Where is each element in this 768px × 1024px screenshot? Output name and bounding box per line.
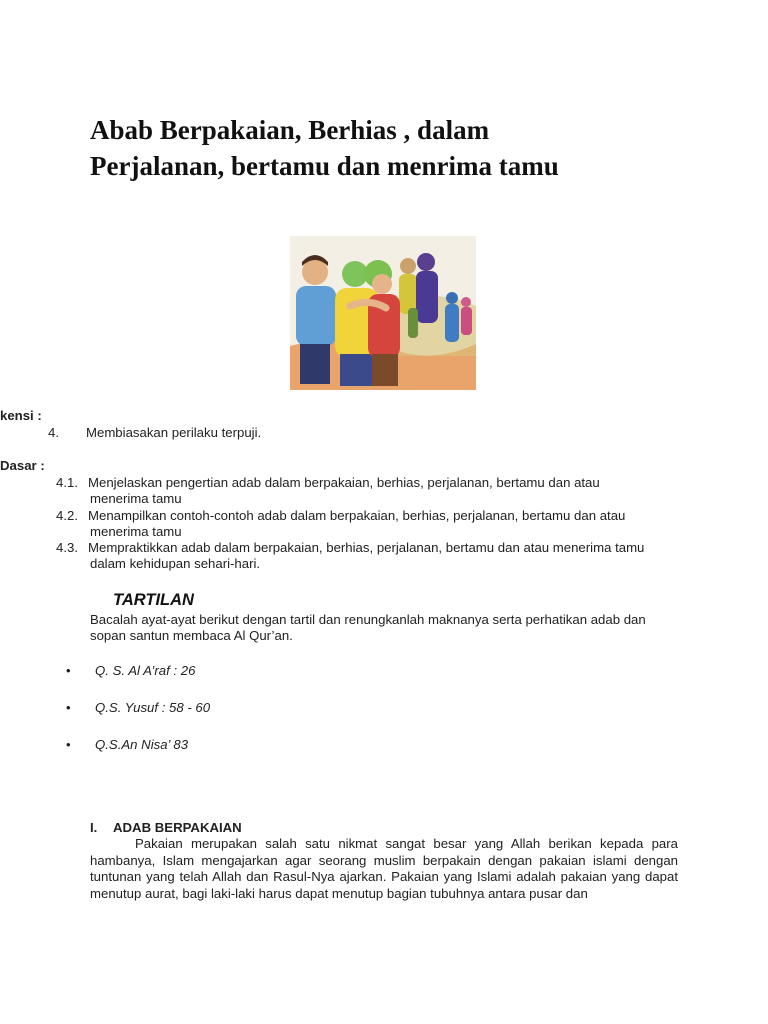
kd-text-3: Mempraktikkan adab dalam berpakaian, berhias, perjalanan, bertamu dan atau menerima tamu — [88, 540, 645, 555]
bullet-icon: • — [66, 700, 71, 715]
illustration-graphic — [290, 236, 476, 390]
section-heading: ADAB BERPAKAIAN — [113, 820, 242, 835]
kd-number-3: 4.3. — [56, 540, 78, 555]
page-title — [90, 112, 730, 184]
kd-text-2-cont: menerima tamu — [90, 524, 182, 539]
quran-ref-2: Q.S. Yusuf : 58 - 60 — [95, 700, 211, 715]
title-line-1: Abab Berpakaian, Berhias , dalam — [90, 115, 490, 145]
section-paragraph-text: Pakaian merupakan salah satu nikmat sangat besar yang Allah berikan kepada para hambanya, Islam mengajarkan agar seorang muslim berpakain dengan pakaian islami dengan tuntunan yang telah Allah dan Rasul-Nya ajarkan. Pakaian yang Islami adalah pakaian yang dapat menutup aurat, bagi laki-laki harus dapat menutup bagian tubuhnya antara pusar dan — [90, 836, 678, 901]
quran-ref-1: Q. S. Al A’raf : 26 — [95, 663, 196, 678]
kd-text-2: Menampilkan contoh-contoh adab dalam berpakaian, berhias, perjalanan, bertamu dan atau — [88, 508, 626, 523]
kd-text-1-cont: menerima tamu — [90, 491, 182, 506]
kompetensi-text: Membiasakan perilaku terpuji. — [86, 425, 262, 440]
kd-number-2: 4.2. — [56, 508, 78, 523]
dasar-label: Dasar : — [0, 458, 45, 473]
kompetensi-number: 4. — [48, 425, 59, 440]
kompetensi-label: kensi : — [0, 408, 42, 423]
section-number: I. — [90, 820, 98, 835]
title-line-2: Perjalanan, bertamu dan menrima tamu — [90, 151, 559, 181]
tartilan-heading: TARTILAN — [113, 591, 194, 609]
bullet-icon: • — [66, 737, 71, 752]
kd-text-1: Menjelaskan pengertian adab dalam berpakaian, berhias, perjalanan, bertamu dan atau — [88, 475, 600, 490]
children-hugging-illustration — [290, 236, 476, 390]
kd-text-3-cont: dalam kehidupan sehari-hari. — [90, 556, 261, 571]
tartilan-instruction-1: Bacalah ayat-ayat berikut dengan tartil dan renungkanlah maknanya serta perhatikan adab dan — [90, 612, 646, 627]
bullet-icon: • — [66, 663, 71, 678]
tartilan-instruction-2: sopan santun membaca Al Qur’an. — [90, 628, 293, 643]
quran-ref-3: Q.S.An Nisa’ 83 — [95, 737, 189, 752]
section-paragraph — [90, 836, 678, 902]
kd-number-1: 4.1. — [56, 475, 78, 490]
